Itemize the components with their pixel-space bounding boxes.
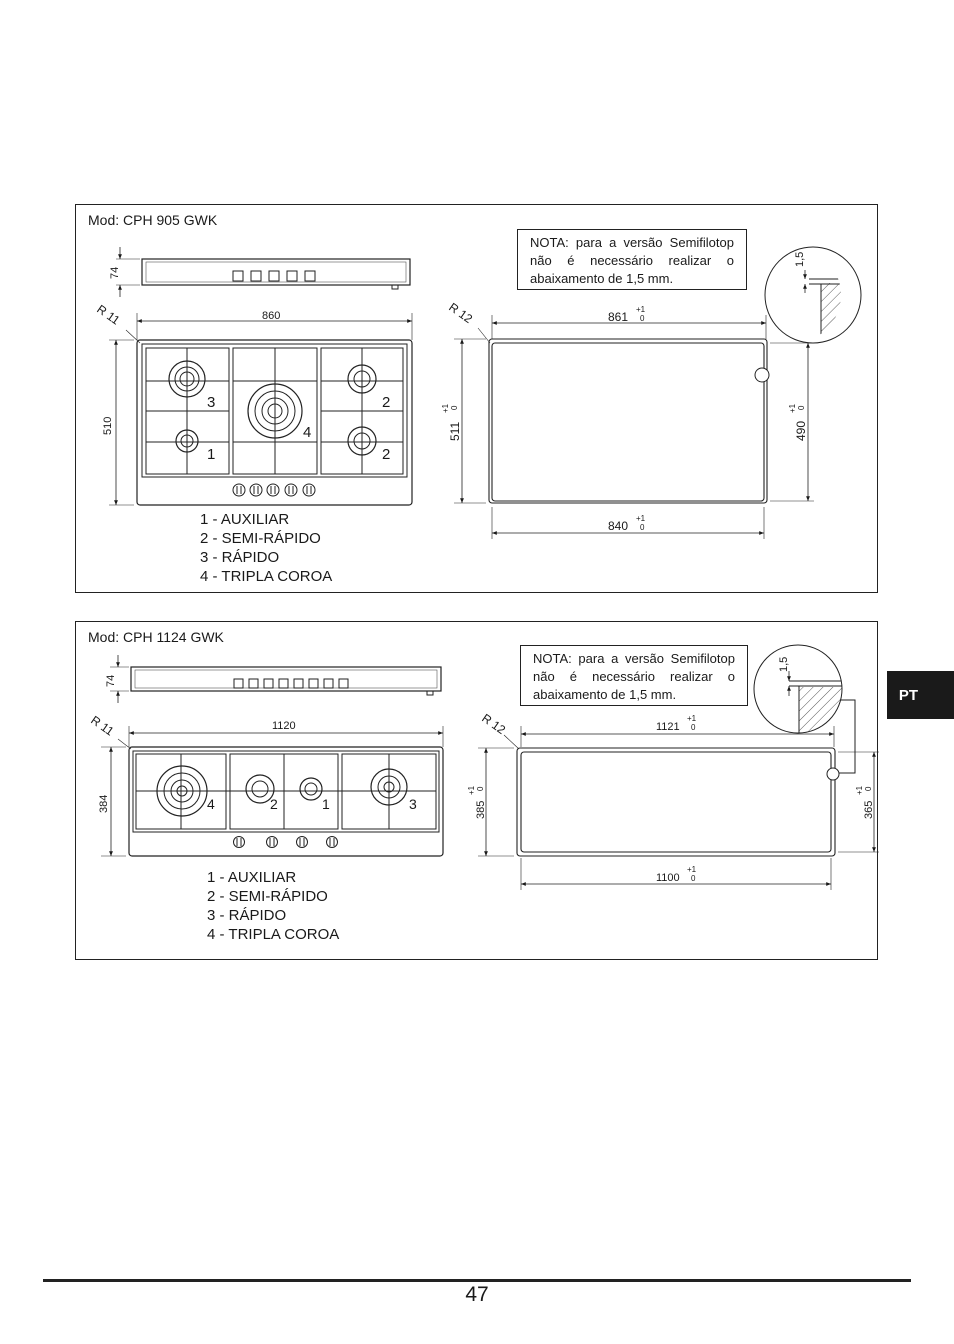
cut-right-dimension: 490	[794, 420, 808, 441]
side-view	[109, 247, 410, 297]
legend-item: 3 - RÁPIDO	[207, 907, 287, 924]
recess-detail	[765, 247, 879, 345]
cutout-view	[441, 300, 814, 539]
svg-text:+1: +1	[855, 785, 864, 795]
legend-item: 4 - TRIPLA COROA	[200, 568, 333, 585]
burner-label: 1	[207, 446, 216, 463]
height-dimension: 74	[109, 266, 121, 279]
burner-legend	[207, 868, 339, 944]
model-panel-cph-905	[75, 204, 878, 593]
control-knobs	[234, 837, 338, 848]
hob-top-view	[94, 302, 412, 505]
radius-hob: R 11	[88, 712, 117, 739]
legend-item: 1 - AUXILIAR	[207, 869, 297, 886]
radius-cut: R 12	[446, 299, 476, 327]
width-dimension: 860	[262, 310, 281, 322]
burner-label: 3	[207, 394, 216, 411]
burner-label: 4	[303, 424, 312, 441]
cut-bottom-dimension: 1100	[656, 872, 680, 884]
svg-text:+1: +1	[636, 305, 646, 314]
burner-legend	[200, 510, 332, 586]
language-tab: PT	[887, 671, 954, 719]
recess-detail	[754, 645, 859, 747]
legend-item: 2 - SEMI-RÁPIDO	[200, 530, 321, 547]
svg-text:0: 0	[450, 405, 459, 410]
legend-item: 1 - AUXILIAR	[200, 511, 290, 528]
model-title: Mod: CPH 905 GWK	[88, 212, 218, 228]
svg-text:0: 0	[640, 314, 645, 323]
cut-top-dimension: 861	[608, 310, 629, 324]
depth-dimension: 384	[98, 794, 110, 813]
cut-left-dimension: 385	[475, 800, 487, 819]
svg-text:+1: +1	[467, 785, 476, 795]
svg-text:0: 0	[691, 874, 696, 883]
radius-cut: R 12	[479, 710, 509, 738]
burner-label: 3	[409, 796, 417, 812]
width-dimension: 1120	[272, 720, 296, 732]
svg-text:0: 0	[640, 523, 645, 532]
control-knobs	[233, 484, 315, 496]
legend-item: 3 - RÁPIDO	[200, 549, 280, 566]
svg-text:+1: +1	[636, 514, 646, 523]
svg-text:+1: +1	[441, 403, 450, 413]
footer-rule	[43, 1279, 911, 1282]
page-number: 47	[465, 1283, 489, 1306]
model-title: Mod: CPH 1124 GWK	[88, 629, 224, 645]
cut-bottom-dimension: 840	[608, 519, 629, 533]
burner-label: 2	[382, 394, 391, 411]
cut-right-dimension: 365	[863, 800, 875, 819]
burner-label: 2	[382, 446, 391, 463]
cut-left-dimension: 511	[448, 421, 462, 441]
note-text: NOTA: para a versão Semifilotop não é necessário realizar o abaixamento de 1,5 mm.	[533, 651, 735, 702]
svg-text:0: 0	[476, 786, 485, 791]
svg-text:+1: +1	[687, 865, 697, 874]
side-knobs	[233, 271, 315, 281]
note-box	[520, 645, 748, 706]
svg-text:0: 0	[797, 405, 806, 410]
note-text: NOTA: para a versão Semifilotop não é necessário realizar o abaixamento de 1,5 mm.	[530, 235, 734, 286]
legend-item: 2 - SEMI-RÁPIDO	[207, 888, 328, 905]
side-knobs	[234, 679, 348, 688]
burner-label: 1	[322, 796, 330, 812]
hob-top-view	[88, 713, 443, 856]
recess-dimension: 1,5	[778, 656, 790, 672]
note-box	[517, 229, 747, 290]
svg-text:0: 0	[864, 786, 873, 791]
recess-dimension: 1,5	[794, 251, 806, 267]
burners	[169, 361, 376, 455]
side-view	[105, 655, 441, 703]
radius-hob: R 11	[94, 301, 123, 328]
svg-text:0: 0	[691, 723, 696, 732]
burner-label: 4	[207, 796, 215, 812]
model-panel-cph-1124	[75, 621, 878, 960]
svg-text:+1: +1	[687, 714, 697, 723]
burner-label: 2	[270, 796, 278, 812]
depth-dimension: 510	[102, 416, 114, 435]
technical-drawing-905	[76, 205, 879, 594]
cut-top-dimension: 1121	[656, 721, 680, 733]
technical-drawing-1124	[76, 622, 879, 961]
legend-item: 4 - TRIPLA COROA	[207, 926, 340, 943]
height-dimension: 74	[105, 674, 117, 687]
svg-text:+1: +1	[788, 403, 797, 413]
